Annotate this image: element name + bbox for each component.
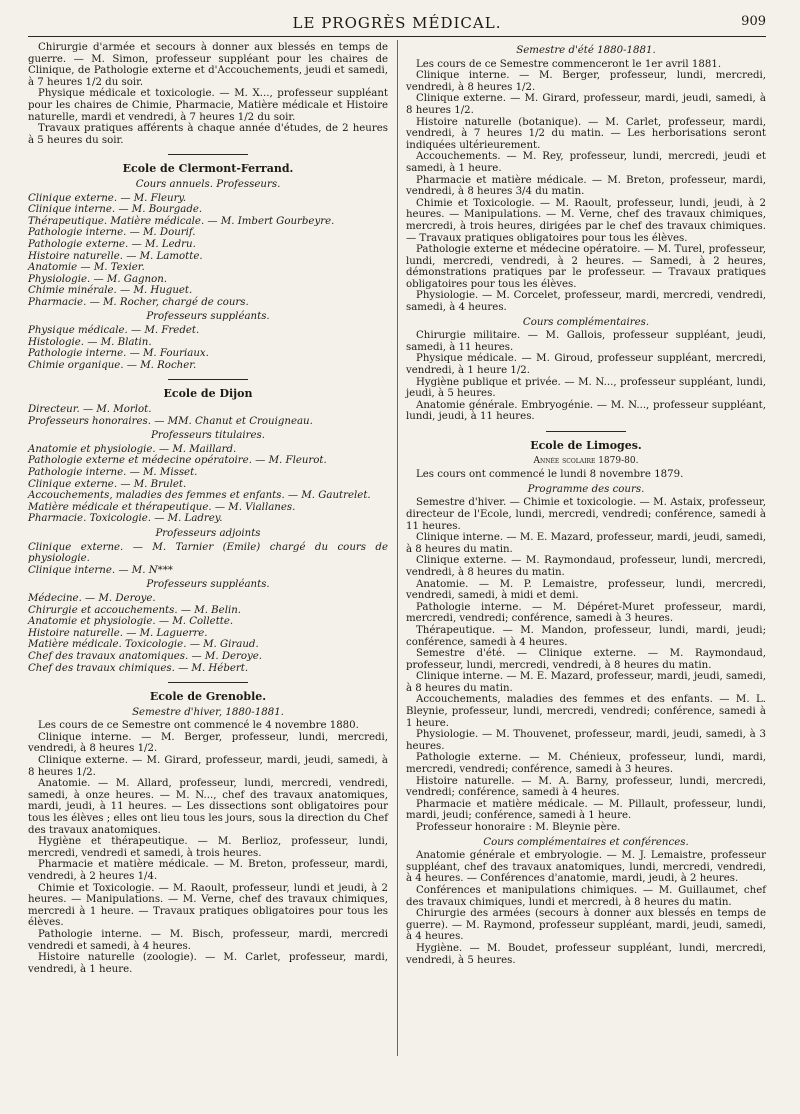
page-number: 909 bbox=[741, 14, 766, 29]
entry-paragraph: Chirurgie militaire. — M. Gallois, professeur suppléant, jeudi, samedi, à 11 heures. bbox=[406, 330, 766, 353]
entry-paragraph: Matière médicale. Toxicologie. — M. Giraud. bbox=[28, 639, 259, 651]
intro-paragraph: Les cours de ce Semestre commenceront le 1er avril 1881. bbox=[416, 58, 722, 70]
subheading: Professeurs titulaires. bbox=[150, 430, 265, 442]
entry-paragraph: Accouchements, maladies des femmes et enfants. — M. Gautrelet. bbox=[28, 490, 371, 502]
intro-paragraph: Les cours de ce Semestre ont commencé le 4 novembre 1880. bbox=[38, 720, 359, 732]
subheading: Programme des cours. bbox=[527, 483, 645, 495]
ete-complementary bbox=[406, 330, 766, 423]
entry-paragraph: Anatomie et physiologie. — M. Collette. bbox=[28, 616, 234, 628]
entry-paragraph: Clinique externe. — M. Girard, professeur, mardi, jeudi, samedi, à 8 heures 1/2. bbox=[28, 755, 388, 778]
entry-paragraph: Médecine. — M. Deroye. bbox=[28, 592, 156, 604]
entry-paragraph: Clinique interne. — M. Berger, professeur, lundi, mercredi, vendredi, à 8 heures 1/2. bbox=[406, 70, 766, 93]
subheading: Professeurs suppléants. bbox=[146, 311, 270, 323]
entry-paragraph: Histoire naturelle. — M. A. Barny, professeur, lundi, mercredi, vendredi; conférence, samedi à 4 heures. bbox=[406, 775, 766, 799]
intro-paragraph: Les cours ont commencé le lundi 8 novembre 1879. bbox=[416, 469, 684, 481]
entry-paragraph: Hygiène. — M. Boudet, professeur suppléant, lundi, mercredi, vendredi, à 5 heures. bbox=[406, 942, 766, 966]
entry-paragraph: Anatomie — M. Texier. bbox=[28, 262, 145, 274]
entry-paragraph: Pharmacie. — M. Rocher, chargé de cours. bbox=[28, 296, 249, 308]
entry-paragraph: Pathologie interne. — M. Bisch, professeur, mardi, mercredi vendredi et samedi, à 4 heures. bbox=[28, 928, 388, 952]
dijon-adjoints bbox=[28, 542, 388, 577]
entry-paragraph: Hygiène publique et privée. — M. N..., professeur suppléant, lundi, jeudi, à 5 heures. bbox=[406, 376, 766, 400]
section-rule bbox=[168, 379, 248, 380]
limoges-courses bbox=[406, 497, 766, 833]
entry-paragraph: Histoire naturelle. — M. Laguerre. bbox=[28, 627, 208, 639]
entry-paragraph: Semestre d'hiver. — Chimie et toxicologie. — M. Astaix, professeur, directeur de l'Ecole, lundi, mercredi, vendredi; conférence, samedi à 11 heures. bbox=[406, 497, 766, 532]
entry-paragraph: Clinique interne. — M. Berger, professeur, lundi, mercredi, vendredi, à 8 heures 1/2. bbox=[28, 731, 388, 755]
entry-paragraph: Anatomie générale. Embryogénie. — M. N..., professeur suppléant, lundi, jeudi, à 11 heures. bbox=[406, 399, 766, 423]
entry-paragraph: Clinique interne. — M. Bourgade. bbox=[28, 204, 203, 216]
top-paragraphs bbox=[28, 42, 388, 146]
entry-paragraph: Chirurgie et accouchements. — M. Belin. bbox=[28, 604, 242, 616]
ete-courses bbox=[406, 70, 766, 313]
entry-paragraph: Accouchements. — M. Rey, professeur, lundi, mercredi, jeudi et samedi, à 1 heure. bbox=[406, 151, 766, 174]
entry-paragraph: Professeur honoraire : M. Bleynie père. bbox=[416, 822, 621, 833]
entry-paragraph: Clinique externe. — M. Raymondaud, professeur, lundi, mercredi, vendredi, à 8 heures du matin. bbox=[406, 555, 766, 578]
entry-paragraph: Physique médicale. — M. Giroud, professeur suppléant, mercredi, vendredi, à 1 heure 1/2. bbox=[406, 353, 766, 377]
entry-paragraph: Histoire naturelle (botanique). — M. Carlet, professeur, mardi, vendredi, à 7 heures 1/2 du matin. — Les herborisations seront indiquées ultérieurement. bbox=[406, 116, 766, 151]
grenoble-courses bbox=[28, 732, 388, 975]
left-column bbox=[28, 42, 388, 975]
entry-paragraph: Chimie et Toxicologie. — M. Raoult, professeur, lundi et jeudi, à 2 heures. — Manipulations. — M. Verne, chef des travaux chimiques, mercredi à 1 heure. — Travaux pratiques obligatoires pour tous les élèves. bbox=[28, 882, 388, 929]
entry-paragraph: Histologie. — M. Blatin. bbox=[28, 336, 152, 348]
section-title-limoges: Ecole de Limoges. bbox=[530, 439, 642, 452]
entry-paragraph: Pharmacie et matière médicale. — M. Pillault, professeur, lundi, mardi, jeudi; conférence, samedi à 1 heure. bbox=[406, 798, 766, 822]
entry-paragraph: Physique médicale. — M. Fredet. bbox=[28, 325, 200, 337]
entry-paragraph: Conférences et manipulations chimiques. — M. Guillaumet, chef des travaux chimiques, lundi et mercredi, à 8 heures du matin. bbox=[406, 884, 766, 908]
subheading: Cours annuels. Professeurs. bbox=[135, 178, 281, 190]
entry-paragraph: Pathologie externe et médecine opératoire. — M. Fleurot. bbox=[28, 455, 327, 467]
journal-title: LE PROGRÈS MÉDICAL. bbox=[292, 14, 502, 32]
column-divider bbox=[397, 40, 398, 1056]
section-title-clermont: Ecole de Clermont-Ferrand. bbox=[122, 162, 294, 176]
entry-paragraph: Directeur. — M. Morlot. bbox=[28, 404, 152, 416]
entry-paragraph: Pathologie externe et médecine opératoire. — M. Turel, professeur, lundi, mercredi, vendredi, à 2 heures. — Samedi, à 2 heures, démonstrations pratiques par le professeur. — Travaux pratiques obligatoires pour tous les élèves. bbox=[406, 244, 766, 290]
entry-paragraph: Physiologie. — M. Thouvenet, professeur, mardi, jeudi, samedi, à 3 heures. bbox=[406, 729, 766, 752]
entry-paragraph: Pharmacie et matière médicale. — M. Breton, professeur, mardi, vendredi, à 2 heures 1/4. bbox=[28, 859, 388, 882]
subheading: Professeurs suppléants. bbox=[146, 579, 270, 591]
section-title-grenoble: Ecole de Grenoble. bbox=[149, 690, 267, 704]
entry-paragraph: Chirurgie des armées (secours à donner aux blessés en temps de guerre). — M. Raymond, professeur suppléant, mardi, jeudi, samedi, à 4 heures. bbox=[406, 908, 766, 943]
dijon-substitutes bbox=[28, 593, 388, 674]
entry-paragraph: Histoire naturelle (zoologie). — M. Carlet, professeur, mardi, vendredi, à 1 heure. bbox=[28, 952, 388, 975]
entry-paragraph: Pharmacie. Toxicologie. — M. Ladrey. bbox=[28, 513, 223, 525]
entry-paragraph: Accouchements, maladies des femmes et des enfants. — M. L. Bleynie, professeur, lundi, mercredi, vendredi; conférence, samedi à 1 heure. bbox=[406, 694, 766, 729]
entry-paragraph: Professeurs honoraires. — MM. Chanut et Crouigneau. bbox=[28, 415, 313, 427]
entry-paragraph: Clinique externe. — M. Tarnier (Emile) chargé du cours de physiologie. bbox=[28, 541, 388, 565]
entry-paragraph: Thérapeutique. Matière médicale. — M. Imbert Gourbeyre. bbox=[28, 215, 335, 227]
entry-paragraph: Pathologie interne. — M. Misset. bbox=[28, 467, 198, 478]
section-rule bbox=[546, 431, 626, 432]
entry-paragraph: Pathologie interne. — M. Fouriaux. bbox=[28, 348, 209, 360]
page-header bbox=[28, 12, 766, 37]
entry-paragraph: Thérapeutique. — M. Mandon, professeur, lundi, mardi, jeudi; conférence, samedi à 4 heures. bbox=[406, 624, 766, 648]
clermont-professors bbox=[28, 193, 388, 309]
entry-paragraph: Pathologie interne. — M. Dépéret-Muret professeur, mardi, mercredi, vendredi; conférence, samedi à 3 heures. bbox=[406, 601, 766, 625]
school-year: Année scolaire 1879-80. bbox=[533, 455, 639, 466]
entry-paragraph: Anatomie. — M. P. Lemaistre, professeur, lundi, mercredi, vendredi, samedi, à midi et demi. bbox=[406, 578, 766, 602]
entry-paragraph: Chef des travaux chimiques. — M. Hébert. bbox=[28, 662, 249, 674]
dijon-direction bbox=[28, 404, 388, 427]
section-rule bbox=[168, 154, 248, 155]
entry-paragraph: Anatomie générale et embryologie. — M. J. Lemaistre, professeur suppléant, chef des travaux anatomiques, lundi, mercredi, vendredi, à 4 heures. — Conférences d'anatomie, mardi, jeudi, à 2 heures. bbox=[406, 850, 766, 885]
entry-paragraph: Chirurgie d'armée et secours à donner aux blessés en temps de guerre. — M. Simon, professeur suppléant pour les chaires de Clinique, de Pathologie externe et d'Accouchements, jeudi et samedi, à 7 heures 1/2 du soir. bbox=[28, 42, 388, 88]
entry-paragraph: Physiologie. — M. Gagnon. bbox=[28, 273, 168, 285]
entry-paragraph: Semestre d'été. — Clinique externe. — M. Raymondaud, professeur, lundi, mercredi, vendredi, à 8 heures du matin. bbox=[406, 648, 766, 671]
entry-paragraph: Clinique interne. — M. E. Mazard, professeur, mardi, jeudi, samedi, à 8 heures du matin. bbox=[406, 532, 766, 555]
entry-paragraph: Physiologie. — M. Corcelet, professeur, mardi, mercredi, vendredi, samedi, à 4 heures. bbox=[406, 290, 766, 314]
entry-paragraph: Matière médicale et thérapeutique. — M. Viallanes. bbox=[28, 501, 296, 513]
entry-paragraph: Clinique externe. — M. Fleury. bbox=[28, 192, 187, 204]
subheading: Semestre d'été 1880-1881. bbox=[516, 45, 656, 56]
entry-paragraph: Pathologie interne. — M. Dourif. bbox=[28, 227, 196, 239]
entry-paragraph: Travaux pratiques afférents à chaque année d'études, de 2 heures à 5 heures du soir. bbox=[28, 123, 388, 146]
entry-paragraph: Physique médicale et toxicologie. — M. X..., professeur suppléant pour les chaires de Chimie, Pharmacie, Matière médicale et Histoire naturelle, mardi et vendredi, à 7 heures 1/2 du soir. bbox=[28, 88, 388, 123]
clermont-substitutes bbox=[28, 325, 388, 371]
entry-paragraph: Clinique externe. — M. Girard, professeur, mardi, jeudi, samedi, à 8 heures 1/2. bbox=[406, 93, 766, 116]
subheading: Semestre d'hiver, 1880-1881. bbox=[132, 706, 284, 718]
entry-paragraph: Anatomie. — M. Allard, professeur, lundi, mercredi, vendredi, samedi, à onze heures. — M. N..., chef des travaux anatomiques, mardi, jeudi, à 11 heures. — Les dissections sont obligatoires pour tous les élèves ; elles ont lieu tous les jours, sous la direction du Chef des travaux anatomiques. bbox=[28, 778, 388, 836]
limoges-complementary bbox=[406, 850, 766, 966]
entry-paragraph: Chimie minérale. — M. Huguet. bbox=[28, 285, 193, 297]
entry-paragraph: Pathologie externe. — M. Chénieux, professeur, lundi, mardi, mercredi, vendredi; conférence, samedi à 3 heures. bbox=[406, 752, 766, 776]
dijon-titular bbox=[28, 444, 388, 525]
entry-paragraph: Pharmacie et matière médicale. — M. Breton, professeur, mardi, vendredi, à 8 heures 3/4 du matin. bbox=[406, 174, 766, 198]
section-rule bbox=[168, 682, 248, 683]
entry-paragraph: Chimie organique. — M. Rocher. bbox=[28, 359, 197, 371]
entry-paragraph: Hygiène et thérapeutique. — M. Berlioz, professeur, lundi, mercredi, vendredi et samedi, à trois heures. bbox=[28, 836, 388, 859]
entry-paragraph: Anatomie et physiologie. — M. Maillard. bbox=[28, 443, 237, 455]
entry-paragraph: Chimie et Toxicologie. — M. Raoult, professeur, lundi, jeudi, à 2 heures. — Manipulations. — M. Verne, chef des travaux chimiques, mercredi, à trois heures, dirigées par le chef des travaux chimiques. — Travaux pratiques obligatoires pour tous les élèves. bbox=[406, 197, 766, 244]
entry-paragraph: Histoire naturelle. — M. Lamotte. bbox=[28, 250, 203, 262]
entry-paragraph: Pathologie externe. — M. Ledru. bbox=[28, 238, 196, 250]
entry-paragraph: Clinique interne. — M. N*** bbox=[28, 564, 173, 576]
subheading: Professeurs adjoints bbox=[155, 527, 261, 539]
right-column bbox=[406, 42, 766, 966]
entry-paragraph: Clinique interne. — M. E. Mazard, professeur, mardi, jeudi, samedi, à 8 heures du matin. bbox=[406, 671, 766, 694]
entry-paragraph: Chef des travaux anatomiques. — M. Deroye. bbox=[28, 650, 263, 662]
subheading: Cours complémentaires. bbox=[522, 316, 650, 328]
entry-paragraph: Clinique externe. — M. Brulet. bbox=[28, 478, 187, 490]
section-title-dijon: Ecole de Dijon bbox=[163, 387, 253, 401]
subheading: Cours complémentaires et conférences. bbox=[483, 836, 689, 848]
